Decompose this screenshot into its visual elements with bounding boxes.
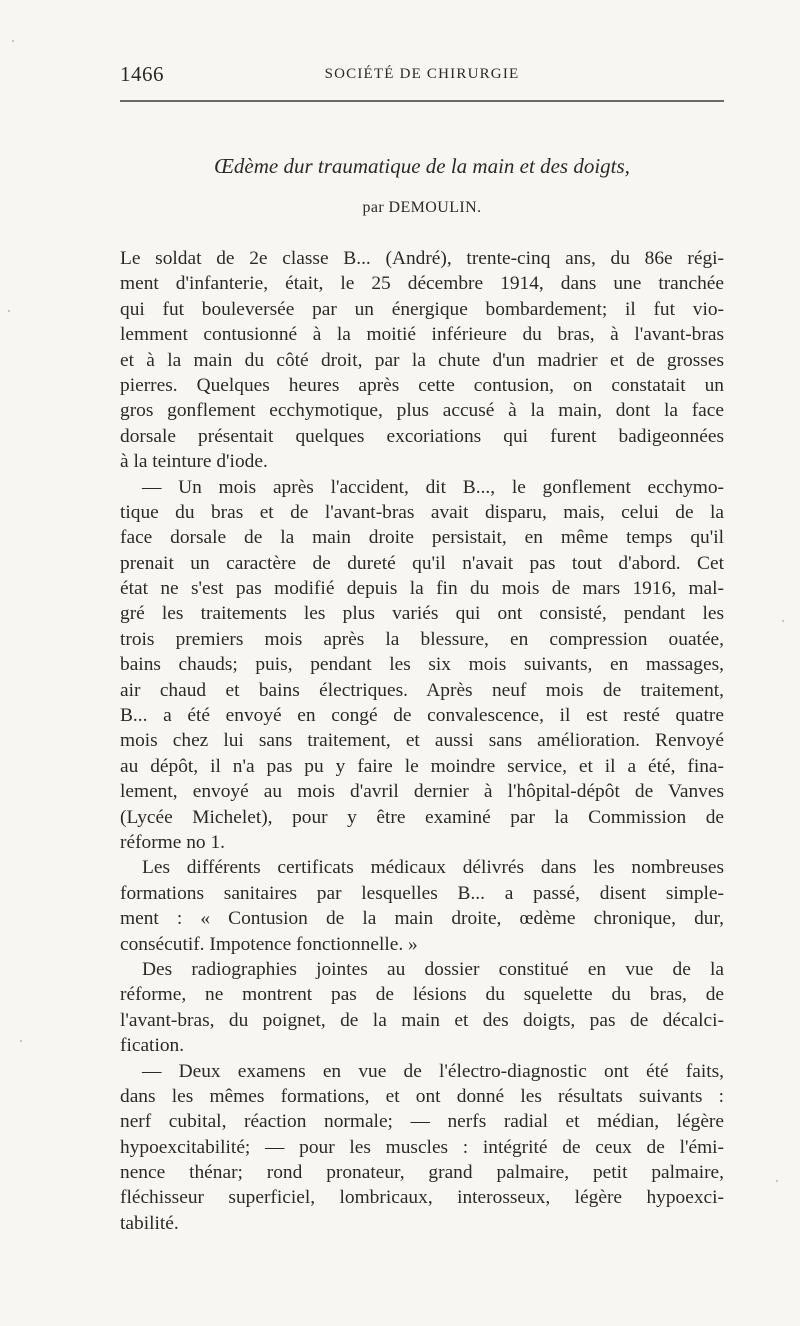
body-line: B... a été envoyé en congé de convalescence, il est resté quatre bbox=[120, 705, 724, 727]
body-line: trois premiers mois après la blessure, en compression ouatée, bbox=[120, 628, 724, 650]
scan-speck bbox=[20, 1040, 22, 1042]
body-line: l'avant-bras, du poignet, de la main et des doigts, pas de décalci- bbox=[120, 1009, 724, 1031]
body-line: tabilité. bbox=[120, 1212, 179, 1234]
scan-speck bbox=[8, 310, 10, 312]
body-line: ment : « Contusion de la main droite, œdème chronique, dur, bbox=[120, 908, 724, 930]
body-line: réforme no 1. bbox=[120, 831, 225, 853]
scan-speck bbox=[12, 40, 14, 42]
body-line: air chaud et bains électriques. Après neuf mois de traitement, bbox=[120, 679, 724, 701]
body-line: consécutif. Impotence fonctionnelle. » bbox=[120, 933, 418, 955]
body-line: nence thénar; rond pronateur, grand palmaire, petit palmaire, bbox=[120, 1162, 724, 1184]
body-line: nerf cubital, réaction normale; — nerfs radial et médian, légère bbox=[120, 1111, 724, 1133]
body-line: tique du bras et de l'avant-bras avait disparu, mais, celui de la bbox=[120, 501, 724, 523]
body-line: (Lycée Michelet), pour y être examiné par la Commission de bbox=[120, 806, 724, 828]
article-title: Œdème dur traumatique de la main et des doigts, bbox=[214, 154, 630, 178]
body-line: gré les traitements les plus variés qui ont consisté, pendant les bbox=[120, 603, 724, 625]
body-line: dans les mêmes formations, et ont donné les résultats suivants : bbox=[120, 1085, 724, 1107]
body-line: hypoexcitabilité; — pour les muscles : intégrité de ceux de l'émi- bbox=[120, 1136, 724, 1158]
body-line: face dorsale de la main droite persistait, en même temps qu'il bbox=[120, 527, 724, 549]
body-line: pierres. Quelques heures après cette contusion, on constatait un bbox=[120, 374, 724, 396]
body-line: bains chauds; puis, pendant les six mois suivants, en massages, bbox=[120, 654, 724, 676]
body-line: ment d'infanterie, était, le 25 décembre 1914, dans une tranchée bbox=[120, 273, 724, 295]
body-line: — Deux examens en vue de l'électro-diagnostic ont été faits, bbox=[142, 1060, 724, 1082]
body-line: Des radiographies jointes au dossier constitué en vue de la bbox=[142, 958, 724, 980]
body-line: mois chez lui sans traitement, et aussi sans amélioration. Renvoyé bbox=[120, 730, 724, 752]
body-line: prenait un caractère de dureté qu'il n'avait pas tout d'abord. Cet bbox=[120, 552, 724, 574]
body-line: — Un mois après l'accident, dit B..., le gonflement ecchymo- bbox=[142, 476, 724, 498]
page-number: 1466 bbox=[120, 62, 164, 86]
scan-speck bbox=[782, 620, 784, 622]
body-line: lemment contusionné à la moitié inférieure du bras, à l'avant-bras bbox=[120, 324, 724, 346]
page-header bbox=[120, 60, 724, 90]
body-line: au dépôt, il n'a pas pu y faire le moindre service, et il a été, fina- bbox=[120, 755, 724, 777]
article-author: par DEMOULIN. bbox=[362, 199, 482, 216]
body-line: formations sanitaires par lesquelles B... a passé, disent simple- bbox=[120, 882, 724, 904]
body-line: état ne s'est pas modifié depuis la fin du mois de mars 1916, mal- bbox=[120, 578, 724, 600]
running-title: SOCIÉTÉ DE CHIRURGIE bbox=[324, 66, 520, 82]
body-line: fication. bbox=[120, 1035, 185, 1057]
body-line: gros gonflement ecchymotique, plus accusé à la main, dont la face bbox=[120, 400, 724, 422]
body-line: fléchisseur superficiel, lombricaux, interosseux, légère hypoexci- bbox=[120, 1187, 724, 1209]
body-line: qui fut bouleversée par un énergique bombardement; il fut vio- bbox=[120, 298, 724, 320]
body-line: lement, envoyé au mois d'avril dernier à l'hôpital-dépôt de Vanves bbox=[120, 781, 724, 803]
body-line: à la teinture d'iode. bbox=[120, 451, 268, 473]
body-line: et à la main du côté droit, par la chute d'un madrier et de grosses bbox=[120, 349, 724, 371]
body-line: Le soldat de 2e classe B... (André), trente-cinq ans, du 86e régi- bbox=[120, 248, 724, 269]
body-line: Les différents certificats médicaux délivrés dans les nombreuses bbox=[142, 857, 724, 879]
body-line: dorsale présentait quelques excoriations qui furent badigeonnées bbox=[120, 425, 724, 447]
header-rule bbox=[120, 100, 724, 102]
body-line: réforme, ne montrent pas de lésions du squelette du bras, de bbox=[120, 984, 724, 1006]
article-body bbox=[120, 246, 724, 1236]
scan-speck bbox=[776, 1180, 778, 1182]
